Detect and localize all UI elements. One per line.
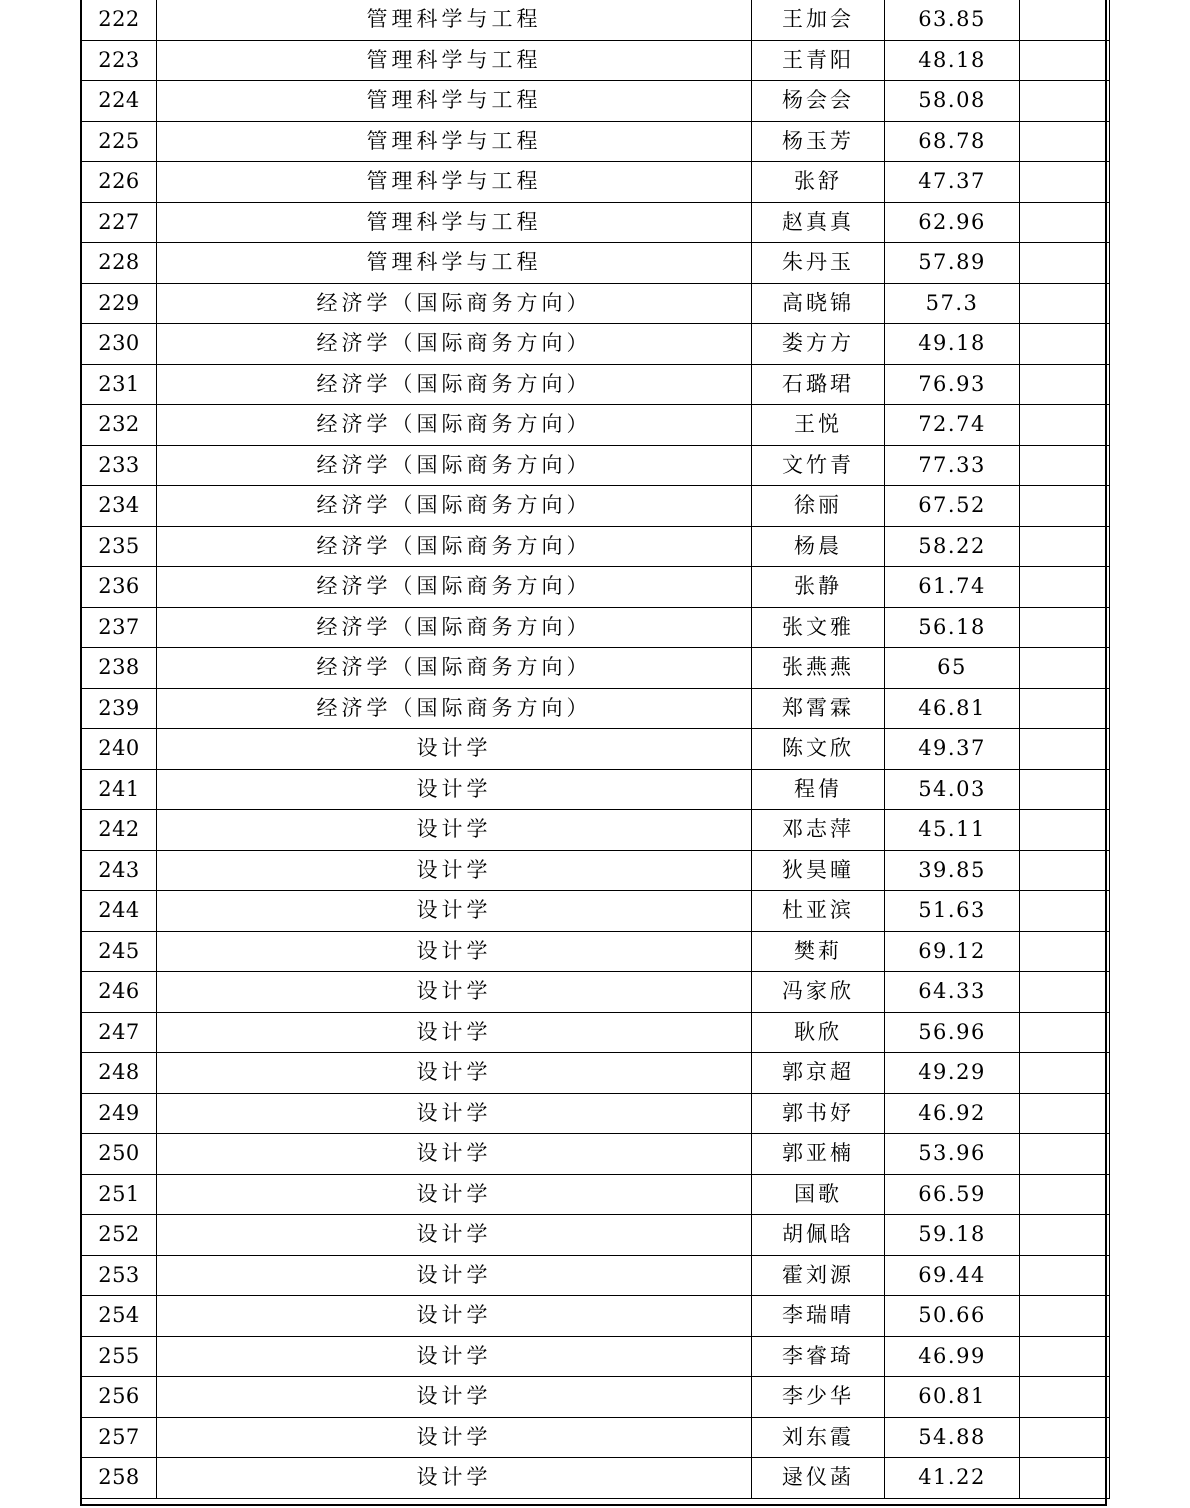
- cell-serial-number: 226: [82, 162, 157, 203]
- cell-serial-number: 255: [82, 1336, 157, 1377]
- cell-score: 59.18: [885, 1215, 1020, 1256]
- cell-student-name: 李少华: [752, 1377, 885, 1418]
- cell-student-name: 赵真真: [752, 202, 885, 243]
- cell-remarks: [1020, 972, 1110, 1013]
- cell-score: 69.44: [885, 1255, 1020, 1296]
- cell-major: 设计学: [157, 1012, 752, 1053]
- table-row: [82, 364, 1110, 405]
- cell-remarks: [1020, 1215, 1110, 1256]
- table-row: [82, 607, 1110, 648]
- cell-major: 设计学: [157, 810, 752, 851]
- cell-remarks: [1020, 850, 1110, 891]
- table-row: [82, 283, 1110, 324]
- cell-major: 设计学: [157, 1296, 752, 1337]
- cell-score: 48.18: [885, 40, 1020, 81]
- cell-student-name: 文竹青: [752, 445, 885, 486]
- cell-major: 经济学（国际商务方向）: [157, 526, 752, 567]
- cell-remarks: [1020, 1012, 1110, 1053]
- cell-major: 设计学: [157, 1174, 752, 1215]
- table-row: [82, 1174, 1110, 1215]
- cell-student-name: 杨会会: [752, 81, 885, 122]
- cell-student-name: 王加会: [752, 0, 885, 40]
- cell-score: 61.74: [885, 567, 1020, 608]
- cell-score: 57.3: [885, 283, 1020, 324]
- cell-remarks: [1020, 364, 1110, 405]
- cell-score: 57.89: [885, 243, 1020, 284]
- cell-major: 经济学（国际商务方向）: [157, 324, 752, 365]
- cell-serial-number: 242: [82, 810, 157, 851]
- cell-score: 62.96: [885, 202, 1020, 243]
- cell-serial-number: 254: [82, 1296, 157, 1337]
- cell-major: 设计学: [157, 1053, 752, 1094]
- cell-major: 设计学: [157, 1093, 752, 1134]
- cell-major: 设计学: [157, 850, 752, 891]
- cell-score: 39.85: [885, 850, 1020, 891]
- cell-score: 50.66: [885, 1296, 1020, 1337]
- cell-student-name: 朱丹玉: [752, 243, 885, 284]
- cell-student-name: 娄方方: [752, 324, 885, 365]
- cell-serial-number: 224: [82, 81, 157, 122]
- cell-serial-number: 230: [82, 324, 157, 365]
- cell-major: 管理科学与工程: [157, 40, 752, 81]
- cell-remarks: [1020, 769, 1110, 810]
- cell-remarks: [1020, 526, 1110, 567]
- cell-serial-number: 232: [82, 405, 157, 446]
- cell-remarks: [1020, 81, 1110, 122]
- cell-student-name: 程倩: [752, 769, 885, 810]
- table-row: [82, 0, 1110, 40]
- cell-remarks: [1020, 729, 1110, 770]
- cell-major: 设计学: [157, 931, 752, 972]
- cell-serial-number: 237: [82, 607, 157, 648]
- cell-student-name: 杨晨: [752, 526, 885, 567]
- cell-remarks: [1020, 1336, 1110, 1377]
- cell-major: 经济学（国际商务方向）: [157, 648, 752, 689]
- table-row: [82, 931, 1110, 972]
- cell-remarks: [1020, 1053, 1110, 1094]
- cell-score: 58.22: [885, 526, 1020, 567]
- cell-student-name: 冯家欣: [752, 972, 885, 1013]
- cell-remarks: [1020, 607, 1110, 648]
- cell-score: 64.33: [885, 972, 1020, 1013]
- cell-remarks: [1020, 567, 1110, 608]
- cell-score: 56.18: [885, 607, 1020, 648]
- cell-remarks: [1020, 1255, 1110, 1296]
- cell-remarks: [1020, 121, 1110, 162]
- cell-serial-number: 223: [82, 40, 157, 81]
- cell-serial-number: 251: [82, 1174, 157, 1215]
- score-table-sheet: [80, 0, 1107, 1506]
- cell-score: 60.81: [885, 1377, 1020, 1418]
- cell-score: 67.52: [885, 486, 1020, 527]
- cell-remarks: [1020, 283, 1110, 324]
- cell-score: 53.96: [885, 1134, 1020, 1175]
- cell-major: 经济学（国际商务方向）: [157, 405, 752, 446]
- cell-major: 设计学: [157, 1215, 752, 1256]
- table-row: [82, 1053, 1110, 1094]
- cell-serial-number: 222: [82, 0, 157, 40]
- table-row: [82, 1255, 1110, 1296]
- cell-major: 经济学（国际商务方向）: [157, 567, 752, 608]
- cell-remarks: [1020, 445, 1110, 486]
- table-row: [82, 729, 1110, 770]
- cell-serial-number: 229: [82, 283, 157, 324]
- table-row: [82, 850, 1110, 891]
- cell-student-name: 石璐珺: [752, 364, 885, 405]
- cell-student-name: 李睿琦: [752, 1336, 885, 1377]
- cell-score: 69.12: [885, 931, 1020, 972]
- table-row: [82, 688, 1110, 729]
- cell-major: 设计学: [157, 1377, 752, 1418]
- cell-serial-number: 231: [82, 364, 157, 405]
- cell-serial-number: 252: [82, 1215, 157, 1256]
- cell-score: 77.33: [885, 445, 1020, 486]
- cell-serial-number: 257: [82, 1417, 157, 1458]
- cell-major: 管理科学与工程: [157, 121, 752, 162]
- cell-major: 经济学（国际商务方向）: [157, 364, 752, 405]
- cell-remarks: [1020, 891, 1110, 932]
- table-row: [82, 1417, 1110, 1458]
- table-row: [82, 1458, 1110, 1499]
- cell-remarks: [1020, 324, 1110, 365]
- table-row: [82, 243, 1110, 284]
- cell-major: 经济学（国际商务方向）: [157, 283, 752, 324]
- cell-serial-number: 243: [82, 850, 157, 891]
- cell-score: 47.37: [885, 162, 1020, 203]
- cell-score: 72.74: [885, 405, 1020, 446]
- cell-remarks: [1020, 1417, 1110, 1458]
- cell-student-name: 徐丽: [752, 486, 885, 527]
- cell-score: 58.08: [885, 81, 1020, 122]
- cell-score: 41.22: [885, 1458, 1020, 1499]
- table-row: [82, 486, 1110, 527]
- cell-student-name: 耿欣: [752, 1012, 885, 1053]
- cell-remarks: [1020, 202, 1110, 243]
- cell-serial-number: 236: [82, 567, 157, 608]
- cell-serial-number: 239: [82, 688, 157, 729]
- cell-score: 56.96: [885, 1012, 1020, 1053]
- cell-score: 63.85: [885, 0, 1020, 40]
- cell-remarks: [1020, 1174, 1110, 1215]
- cell-remarks: [1020, 1458, 1110, 1499]
- cell-remarks: [1020, 1296, 1110, 1337]
- cell-student-name: 胡佩晗: [752, 1215, 885, 1256]
- cell-major: 经济学（国际商务方向）: [157, 445, 752, 486]
- table-row: [82, 1093, 1110, 1134]
- table-row: [82, 1336, 1110, 1377]
- table-row: [82, 648, 1110, 689]
- cell-student-name: 张燕燕: [752, 648, 885, 689]
- cell-student-name: 郭书妤: [752, 1093, 885, 1134]
- cell-serial-number: 256: [82, 1377, 157, 1418]
- cell-score: 68.78: [885, 121, 1020, 162]
- table-row: [82, 891, 1110, 932]
- cell-major: 管理科学与工程: [157, 0, 752, 40]
- cell-major: 设计学: [157, 729, 752, 770]
- cell-student-name: 郭亚楠: [752, 1134, 885, 1175]
- cell-major: 设计学: [157, 891, 752, 932]
- cell-score: 49.37: [885, 729, 1020, 770]
- cell-remarks: [1020, 40, 1110, 81]
- cell-remarks: [1020, 1134, 1110, 1175]
- score-table: [81, 0, 1110, 1499]
- cell-serial-number: 253: [82, 1255, 157, 1296]
- cell-major: 设计学: [157, 1458, 752, 1499]
- cell-serial-number: 249: [82, 1093, 157, 1134]
- cell-major: 管理科学与工程: [157, 162, 752, 203]
- cell-student-name: 陈文欣: [752, 729, 885, 770]
- cell-remarks: [1020, 810, 1110, 851]
- cell-student-name: 郑霄霖: [752, 688, 885, 729]
- cell-student-name: 杜亚滨: [752, 891, 885, 932]
- cell-remarks: [1020, 162, 1110, 203]
- cell-remarks: [1020, 1093, 1110, 1134]
- cell-student-name: 张文雅: [752, 607, 885, 648]
- cell-serial-number: 234: [82, 486, 157, 527]
- cell-major: 设计学: [157, 769, 752, 810]
- table-row: [82, 526, 1110, 567]
- cell-score: 49.29: [885, 1053, 1020, 1094]
- cell-student-name: 邓志萍: [752, 810, 885, 851]
- cell-student-name: 王悦: [752, 405, 885, 446]
- cell-major: 经济学（国际商务方向）: [157, 486, 752, 527]
- cell-score: 54.88: [885, 1417, 1020, 1458]
- table-row: [82, 1134, 1110, 1175]
- cell-student-name: 张舒: [752, 162, 885, 203]
- cell-score: 46.99: [885, 1336, 1020, 1377]
- cell-serial-number: 247: [82, 1012, 157, 1053]
- cell-major: 设计学: [157, 1417, 752, 1458]
- cell-remarks: [1020, 688, 1110, 729]
- cell-serial-number: 238: [82, 648, 157, 689]
- cell-score: 49.18: [885, 324, 1020, 365]
- table-row: [82, 40, 1110, 81]
- cell-remarks: [1020, 1377, 1110, 1418]
- cell-score: 66.59: [885, 1174, 1020, 1215]
- cell-student-name: 郭京超: [752, 1053, 885, 1094]
- cell-score: 76.93: [885, 364, 1020, 405]
- cell-major: 设计学: [157, 972, 752, 1013]
- table-row: [82, 405, 1110, 446]
- cell-serial-number: 258: [82, 1458, 157, 1499]
- cell-major: 管理科学与工程: [157, 243, 752, 284]
- cell-serial-number: 233: [82, 445, 157, 486]
- score-table-body: [82, 0, 1110, 1498]
- table-row: [82, 972, 1110, 1013]
- cell-serial-number: 228: [82, 243, 157, 284]
- cell-major: 设计学: [157, 1134, 752, 1175]
- table-row: [82, 1296, 1110, 1337]
- cell-student-name: 张静: [752, 567, 885, 608]
- cell-student-name: 霍刘源: [752, 1255, 885, 1296]
- cell-score: 46.92: [885, 1093, 1020, 1134]
- cell-serial-number: 227: [82, 202, 157, 243]
- cell-major: 管理科学与工程: [157, 81, 752, 122]
- table-row: [82, 567, 1110, 608]
- cell-serial-number: 245: [82, 931, 157, 972]
- cell-serial-number: 248: [82, 1053, 157, 1094]
- cell-serial-number: 240: [82, 729, 157, 770]
- cell-student-name: 逯仪菡: [752, 1458, 885, 1499]
- cell-student-name: 狄昊曈: [752, 850, 885, 891]
- cell-score: 65: [885, 648, 1020, 689]
- cell-student-name: 杨玉芳: [752, 121, 885, 162]
- cell-remarks: [1020, 405, 1110, 446]
- cell-student-name: 李瑞晴: [752, 1296, 885, 1337]
- cell-student-name: 国歌: [752, 1174, 885, 1215]
- cell-serial-number: 250: [82, 1134, 157, 1175]
- cell-major: 管理科学与工程: [157, 202, 752, 243]
- table-row: [82, 81, 1110, 122]
- cell-major: 设计学: [157, 1255, 752, 1296]
- cell-score: 46.81: [885, 688, 1020, 729]
- table-row: [82, 121, 1110, 162]
- cell-score: 45.11: [885, 810, 1020, 851]
- cell-major: 设计学: [157, 1336, 752, 1377]
- table-row: [82, 810, 1110, 851]
- cell-remarks: [1020, 648, 1110, 689]
- cell-student-name: 樊莉: [752, 931, 885, 972]
- cell-remarks: [1020, 0, 1110, 40]
- table-row: [82, 769, 1110, 810]
- cell-remarks: [1020, 243, 1110, 284]
- cell-remarks: [1020, 931, 1110, 972]
- cell-score: 54.03: [885, 769, 1020, 810]
- table-row: [82, 324, 1110, 365]
- cell-major: 经济学（国际商务方向）: [157, 607, 752, 648]
- cell-student-name: 刘东霞: [752, 1417, 885, 1458]
- table-row: [82, 1012, 1110, 1053]
- cell-serial-number: 244: [82, 891, 157, 932]
- cell-serial-number: 241: [82, 769, 157, 810]
- cell-student-name: 王青阳: [752, 40, 885, 81]
- cell-score: 51.63: [885, 891, 1020, 932]
- table-row: [82, 162, 1110, 203]
- cell-student-name: 高晓锦: [752, 283, 885, 324]
- cell-major: 经济学（国际商务方向）: [157, 688, 752, 729]
- cell-serial-number: 235: [82, 526, 157, 567]
- table-row: [82, 1377, 1110, 1418]
- cell-serial-number: 225: [82, 121, 157, 162]
- cell-serial-number: 246: [82, 972, 157, 1013]
- table-row: [82, 445, 1110, 486]
- table-row: [82, 202, 1110, 243]
- cell-remarks: [1020, 486, 1110, 527]
- table-row: [82, 1215, 1110, 1256]
